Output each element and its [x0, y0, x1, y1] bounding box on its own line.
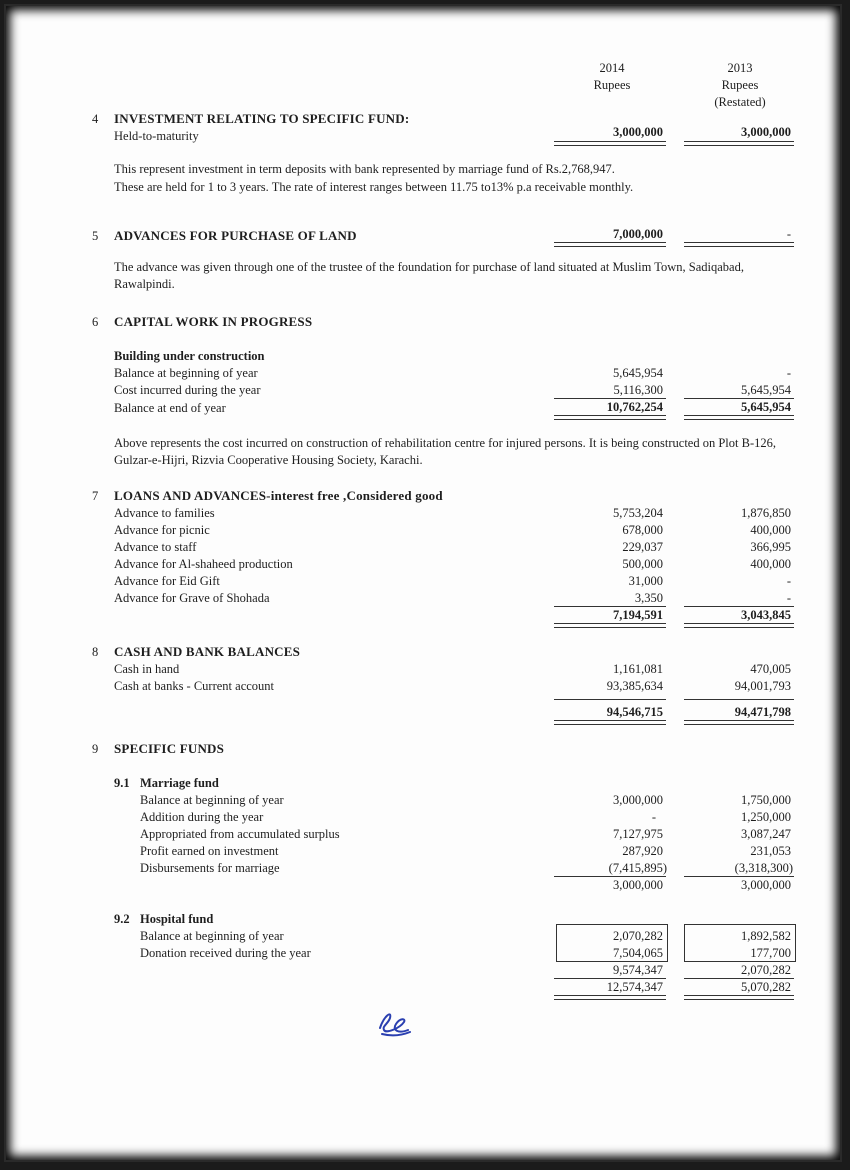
note5-value-2014: 7,000,000 [613, 227, 663, 241]
note6-row-2013: - [786, 366, 791, 380]
hospital-underline-2014 [554, 995, 666, 1000]
note7-row-2013: - [786, 591, 791, 605]
note7-row-2014: 500,000 [622, 557, 663, 571]
note6-underline-2013 [684, 415, 794, 420]
note4-paragraph-2: These are held for 1 to 3 years. The rate of interest ranges between 11.75 to13% p.a receivable monthly. [114, 180, 634, 194]
note5-title: ADVANCES FOR PURCHASE OF LAND [114, 228, 357, 243]
note8-row-2014: 93,385,634 [606, 679, 663, 693]
note4-row-label: Held-to-maturity [114, 129, 199, 143]
note7-row-label: Advance for Grave of Shohada [114, 591, 270, 605]
hospital-row-label: Donation received during the year [140, 946, 311, 960]
hospital-total-2014: 12,574,347 [606, 980, 663, 994]
note7-row-2013: 1,876,850 [741, 506, 791, 520]
note6-row-2014: 5,116,300 [613, 383, 663, 397]
note4-underline-2013 [684, 141, 794, 146]
marriage-row-label: Addition during the year [140, 810, 264, 824]
note5-value-2013: - [786, 227, 791, 241]
hospital-row-2014: 7,504,065 [613, 946, 663, 960]
marriage-row-label: Profit earned on investment [140, 844, 279, 858]
note4-value-2013: 3,000,000 [741, 125, 791, 139]
marriage-total-2014: 3,000,000 [613, 878, 663, 892]
note8-subtotal-line-2013 [684, 699, 794, 700]
note7-row-2014: 678,000 [622, 523, 663, 537]
note7-row-label: Advance for Al-shaheed production [114, 557, 293, 571]
note8-row-2013: 470,005 [750, 662, 791, 676]
note5-underline-2014 [554, 242, 666, 247]
note7-row-label: Advance to staff [114, 540, 197, 554]
note8-number: 8 [92, 645, 99, 659]
note7-title: LOANS AND ADVANCES-interest free ,Considered good [114, 488, 443, 503]
hospital-row-2014: 2,070,282 [613, 929, 663, 943]
note7-row-2014: 5,753,204 [613, 506, 663, 520]
note7-row-2014: 3,350 [634, 591, 663, 605]
marriage-row-label: Disbursements for marriage [140, 861, 280, 875]
marriage-row-2013: 231,053 [750, 844, 791, 858]
marriage-row-2013: (3,318,300) [734, 861, 793, 875]
note5-number: 5 [92, 229, 99, 243]
marriage-row-2014: (7,415,895) [608, 861, 667, 875]
hospital-fund-title: Hospital fund [140, 912, 214, 926]
note4-number: 4 [92, 112, 99, 126]
note7-number: 7 [92, 489, 99, 503]
note7-row-2013: - [786, 574, 791, 588]
marriage-row-2014: 3,000,000 [613, 793, 663, 807]
note7-total-2014: 7,194,591 [613, 608, 663, 622]
marriage-row-2014: 287,920 [622, 844, 663, 858]
note8-title: CASH AND BANK BALANCES [114, 644, 301, 659]
note8-row-label: Cash at banks - Current account [114, 679, 275, 693]
note7-row-2014: 229,037 [622, 540, 663, 554]
hospital-total-2013: 5,070,282 [741, 980, 791, 994]
hospital-subtotal-2013: 2,070,282 [741, 963, 791, 977]
note8-total-2014: 94,546,715 [606, 705, 663, 719]
note6-subtitle: Building under construction [114, 349, 265, 363]
note6-paragraph: Above represents the cost incurred on construction of rehabilitation centre for injured persons. It is being constructed on Plot B-126, Gulzar-e-Hijri, Rizvia Cooperative Housing Society, Karachi. [114, 436, 776, 467]
marriage-total-2013: 3,000,000 [741, 878, 791, 892]
note4-title: INVESTMENT RELATING TO SPECIFIC FUND: [114, 111, 410, 126]
marriage-row-label: Balance at beginning of year [140, 793, 284, 807]
note8-underline-2013 [684, 720, 794, 725]
col-2013-year: 2013 [727, 61, 753, 75]
note7-row-label: Advance for Eid Gift [114, 574, 220, 588]
note7-underline-2014 [554, 623, 666, 628]
marriage-row-2013: 3,087,247 [741, 827, 791, 841]
note8-total-2013: 94,471,798 [734, 705, 791, 719]
note7-row-label: Advance for picnic [114, 523, 210, 537]
note6-row-label: Balance at end of year [114, 401, 226, 415]
note5-paragraph: The advance was given through one of the trustee of the foundation for purchase of land situated at Muslim Town, Sadiqabad, Rawalpindi. [114, 260, 744, 291]
hospital-row-2013: 177,700 [750, 946, 791, 960]
note9-title: SPECIFIC FUNDS [114, 741, 225, 756]
hospital-underline-2013 [684, 995, 794, 1000]
note7-row-label: Advance to families [114, 506, 215, 520]
note6-total-2014: 10,762,254 [606, 400, 663, 414]
note6-row-2014: 5,645,954 [613, 366, 663, 380]
hospital-fund-number: 9.2 [114, 912, 130, 926]
note7-total-2013: 3,043,845 [741, 608, 791, 622]
hospital-subtotal-2014: 9,574,347 [613, 963, 663, 977]
col-2014-year: 2014 [599, 61, 625, 75]
note4-underline-2014 [554, 141, 666, 146]
note9-number: 9 [92, 742, 99, 756]
note6-title: CAPITAL WORK IN PROGRESS [114, 314, 313, 329]
marriage-row-2014: 7,127,975 [613, 827, 663, 841]
note4-value-2014: 3,000,000 [613, 125, 663, 139]
marriage-row-label: Appropriated from accumulated surplus [140, 827, 340, 841]
marriage-row-2014: - [651, 810, 656, 824]
note7-underline-2013 [684, 623, 794, 628]
col-2013-note: (Restated) [714, 95, 766, 109]
col-2014-unit: Rupees [593, 78, 631, 92]
marriage-fund-title: Marriage fund [140, 776, 219, 790]
note6-row-label: Cost incurred during the year [114, 383, 261, 397]
note6-row-2013: 5,645,954 [741, 383, 791, 397]
note7-row-2013: 400,000 [750, 523, 791, 537]
initials-signature [374, 1006, 414, 1040]
note8-underline-2014 [554, 720, 666, 725]
note5-underline-2013 [684, 242, 794, 247]
note6-total-2013: 5,645,954 [741, 400, 791, 414]
note8-row-2013: 94,001,793 [734, 679, 791, 693]
marriage-fund-number: 9.1 [114, 776, 130, 790]
note8-row-label: Cash in hand [114, 662, 180, 676]
col-2013-unit: Rupees [721, 78, 759, 92]
note6-number: 6 [92, 315, 99, 329]
note7-row-2013: 366,995 [750, 540, 791, 554]
note7-row-2014: 31,000 [628, 574, 663, 588]
document-page [4, 4, 842, 1162]
note6-underline-2014 [554, 415, 666, 420]
note7-row-2013: 400,000 [750, 557, 791, 571]
note8-row-2014: 1,161,081 [613, 662, 663, 676]
hospital-row-label: Balance at beginning of year [140, 929, 284, 943]
note6-row-label: Balance at beginning of year [114, 366, 258, 380]
marriage-row-2013: 1,750,000 [741, 793, 791, 807]
note8-subtotal-line-2014 [554, 699, 666, 700]
note4-paragraph-1: This represent investment in term deposits with bank represented by marriage fund of Rs.2,768,947. [114, 162, 615, 176]
marriage-row-2013: 1,250,000 [741, 810, 791, 824]
hospital-row-2013: 1,892,582 [741, 929, 791, 943]
